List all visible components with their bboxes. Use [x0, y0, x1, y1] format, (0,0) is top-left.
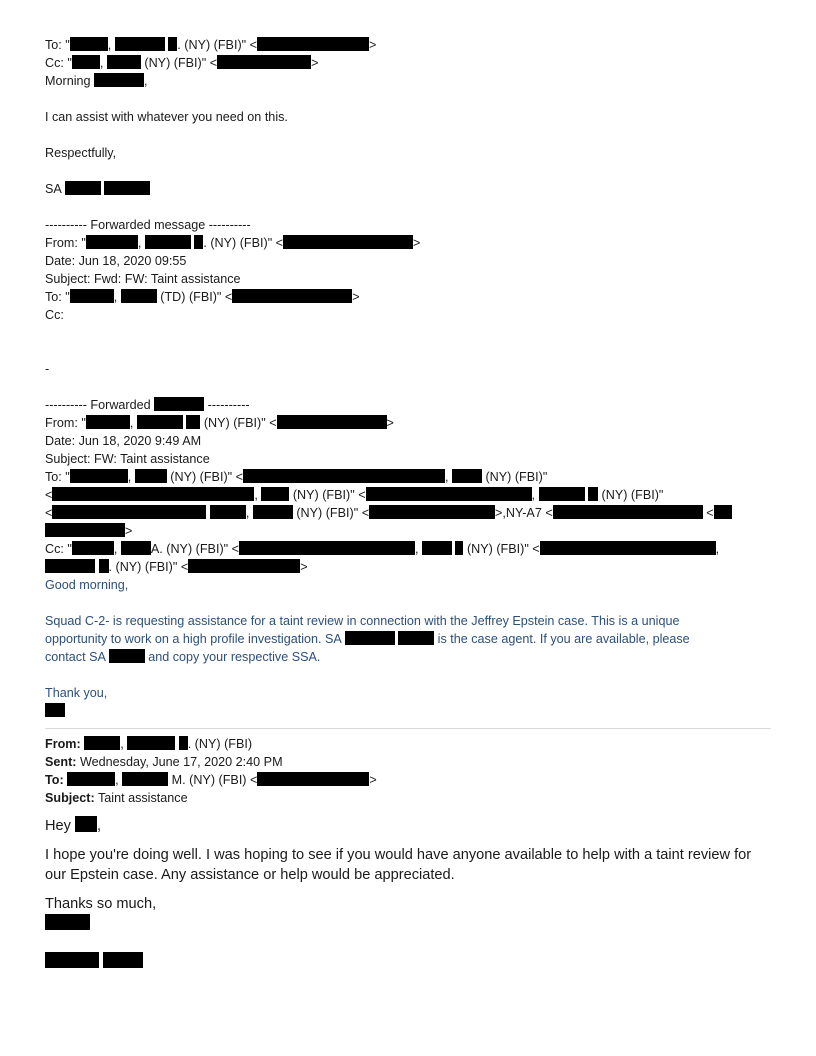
redaction	[45, 914, 90, 930]
fwd1-header: ---------- Forwarded message ----------	[45, 218, 251, 232]
top-to-line: To: " , . (NY) (FBI)" < >	[45, 38, 377, 52]
top-closing: Respectfully,	[45, 146, 117, 160]
redaction	[345, 631, 395, 645]
redaction	[540, 541, 716, 555]
redaction	[145, 235, 191, 249]
squad-thanks: Thank you,	[45, 686, 108, 700]
orig-closing: Thanks so much,	[45, 896, 157, 912]
redaction	[135, 469, 167, 483]
fwd2-header: ---------- Forwarded ----------	[45, 398, 250, 412]
orig-body-line2: our Epstein case. Any assistance or help would be appreciated.	[45, 867, 455, 883]
redaction	[86, 415, 130, 429]
redaction	[99, 559, 109, 573]
orig-greeting: Hey ,	[45, 818, 102, 834]
redaction	[94, 73, 144, 87]
top-signature: SA	[45, 180, 785, 198]
redaction	[277, 415, 387, 429]
fwd2-to-line2: < , (NY) (FBI)" < , (NY) (FBI)"	[45, 488, 664, 502]
fwd1-from: From: " , . (NY) (FBI)" < >	[45, 236, 421, 250]
redaction	[127, 736, 175, 750]
fwd1-subject: Subject: Fwd: FW: Taint assistance	[45, 272, 241, 286]
orig-signature-1	[45, 914, 785, 934]
redaction	[86, 235, 138, 249]
fwd1-to: To: " , (TD) (FBI)" < >	[45, 290, 360, 304]
redaction	[422, 541, 452, 555]
redaction	[553, 505, 703, 519]
redaction	[70, 37, 108, 51]
redaction	[217, 55, 311, 69]
redaction	[45, 523, 125, 537]
redaction	[179, 736, 188, 750]
redaction	[253, 505, 293, 519]
redaction	[539, 487, 585, 501]
redaction	[75, 816, 97, 832]
redaction	[65, 181, 101, 195]
redaction	[369, 505, 495, 519]
squad-body-line3: contact SA and copy your respective SSA.	[45, 650, 321, 664]
redaction	[121, 541, 151, 555]
redaction	[366, 487, 532, 501]
fwd2-cc-line1: Cc: " , A. (NY) (FBI)" < , (NY) (FBI)" < ,	[45, 542, 720, 556]
redaction	[714, 505, 732, 519]
squad-signature	[45, 702, 785, 720]
email-document	[45, 36, 785, 972]
redaction	[72, 55, 100, 69]
top-greeting: Morning ,	[45, 74, 148, 88]
redaction	[239, 541, 415, 555]
squad-body-line1: Squad C-2- is requesting assistance for a taint review in connection with the Jeffrey Epstein case. This is a unique	[45, 614, 680, 628]
redaction	[588, 487, 598, 501]
fwd2-cc-line2: . (NY) (FBI)" < >	[45, 558, 785, 576]
redaction	[257, 37, 369, 51]
redaction	[283, 235, 413, 249]
redaction	[115, 37, 165, 51]
squad-greeting: Good morning,	[45, 578, 129, 592]
redaction	[52, 487, 254, 501]
fwd2-to-line3: < , (NY) (FBI)" < >,NY-A7 < <	[45, 504, 785, 522]
redaction	[103, 952, 143, 968]
orig-to: To: , M. (NY) (FBI) < >	[45, 773, 377, 787]
redaction	[45, 559, 95, 573]
redaction	[84, 736, 120, 750]
fwd1-dash: -	[45, 362, 50, 376]
redaction	[70, 289, 114, 303]
redaction	[154, 397, 204, 411]
redaction	[257, 772, 369, 786]
redaction	[67, 772, 115, 786]
orig-body-line1: I hope you're doing well. I was hoping to see if you would have anyone available to help with a taint review for	[45, 847, 752, 863]
redaction	[70, 469, 128, 483]
redaction	[210, 505, 246, 519]
orig-from: From: , . (NY) (FBI)	[45, 737, 253, 751]
redaction	[232, 289, 352, 303]
redaction	[261, 487, 289, 501]
fwd1-cc: Cc:	[45, 308, 64, 322]
redaction	[398, 631, 434, 645]
orig-sent: Sent: Wednesday, June 17, 2020 2:40 PM	[45, 755, 283, 769]
squad-body-line2: opportunity to work on a high profile investigation. SA is the case agent. If you are available, please	[45, 632, 690, 646]
redaction	[455, 541, 463, 555]
redaction	[45, 703, 65, 717]
redaction	[104, 181, 150, 195]
redaction	[452, 469, 482, 483]
redaction	[107, 55, 141, 69]
redaction	[186, 415, 200, 429]
redaction	[122, 772, 168, 786]
fwd2-to-line4: >	[45, 522, 785, 540]
top-cc-line: Cc: " , (NY) (FBI)" < >	[45, 56, 319, 70]
fwd1-date: Date: Jun 18, 2020 09:55	[45, 254, 187, 268]
orig-subject: Subject: Taint assistance	[45, 791, 188, 805]
redaction	[188, 559, 300, 573]
redaction	[137, 415, 183, 429]
top-body: I can assist with whatever you need on this.	[45, 110, 288, 124]
fwd2-date: Date: Jun 18, 2020 9:49 AM	[45, 434, 202, 448]
fwd2-to-line1: To: " , (NY) (FBI)" < , (NY) (FBI)"	[45, 470, 548, 484]
redaction	[45, 952, 99, 968]
redaction	[72, 541, 114, 555]
redaction	[168, 37, 177, 51]
fwd2-subject: Subject: FW: Taint assistance	[45, 452, 210, 466]
orig-signature-2	[45, 952, 785, 972]
divider	[45, 728, 771, 729]
redaction	[243, 469, 445, 483]
redaction	[194, 235, 203, 249]
redaction	[109, 649, 145, 663]
fwd2-from: From: " , (NY) (FBI)" < >	[45, 416, 394, 430]
redaction	[121, 289, 157, 303]
redaction	[52, 505, 206, 519]
